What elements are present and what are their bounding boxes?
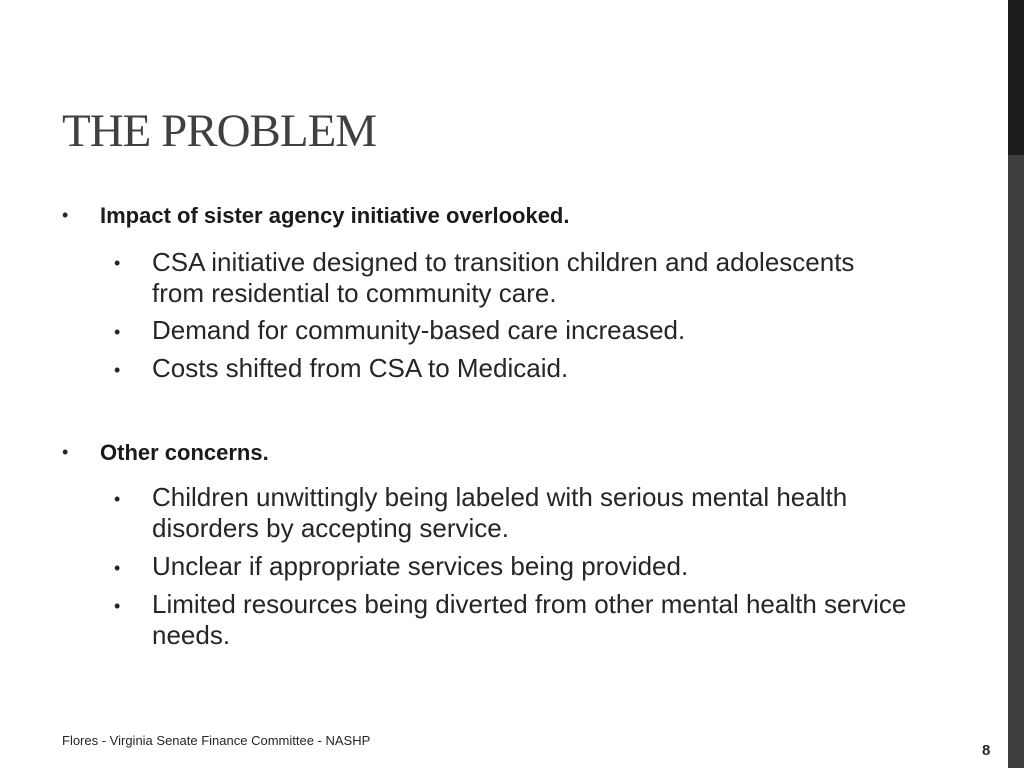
bullet-marker: • xyxy=(114,596,121,616)
bullet-marker: • xyxy=(114,360,121,380)
bullet-item: Children unwittingly being labeled with serious mental health disorders by accepting service. xyxy=(152,482,848,543)
side-accent-bar-bottom xyxy=(1008,155,1024,768)
page-number: 8 xyxy=(982,742,991,759)
section-heading: Other concerns. xyxy=(100,440,269,465)
bullet-marker: • xyxy=(114,489,121,509)
side-accent-bar-top xyxy=(1008,0,1024,155)
slide-title: THE PROBLEM xyxy=(62,105,377,157)
bullet-item: Limited resources being diverted from other mental health service needs. xyxy=(152,589,907,650)
bullet-marker: • xyxy=(62,442,69,462)
bullet-item: Unclear if appropriate services being provided. xyxy=(152,551,689,581)
bullet-marker: • xyxy=(114,322,121,342)
bullet-item: Demand for community-based care increased. xyxy=(152,315,686,345)
bullet-item: Costs shifted from CSA to Medicaid. xyxy=(152,353,569,383)
bullet-marker: • xyxy=(62,205,69,225)
bullet-marker: • xyxy=(114,558,121,578)
bullet-marker: • xyxy=(114,253,121,273)
slide-footer: Flores - Virginia Senate Finance Committee - NASHP xyxy=(62,733,371,748)
bullet-item: CSA initiative designed to transition children and adolescents from residential to community care. xyxy=(152,247,855,308)
section-heading: Impact of sister agency initiative overlooked. xyxy=(100,203,570,228)
